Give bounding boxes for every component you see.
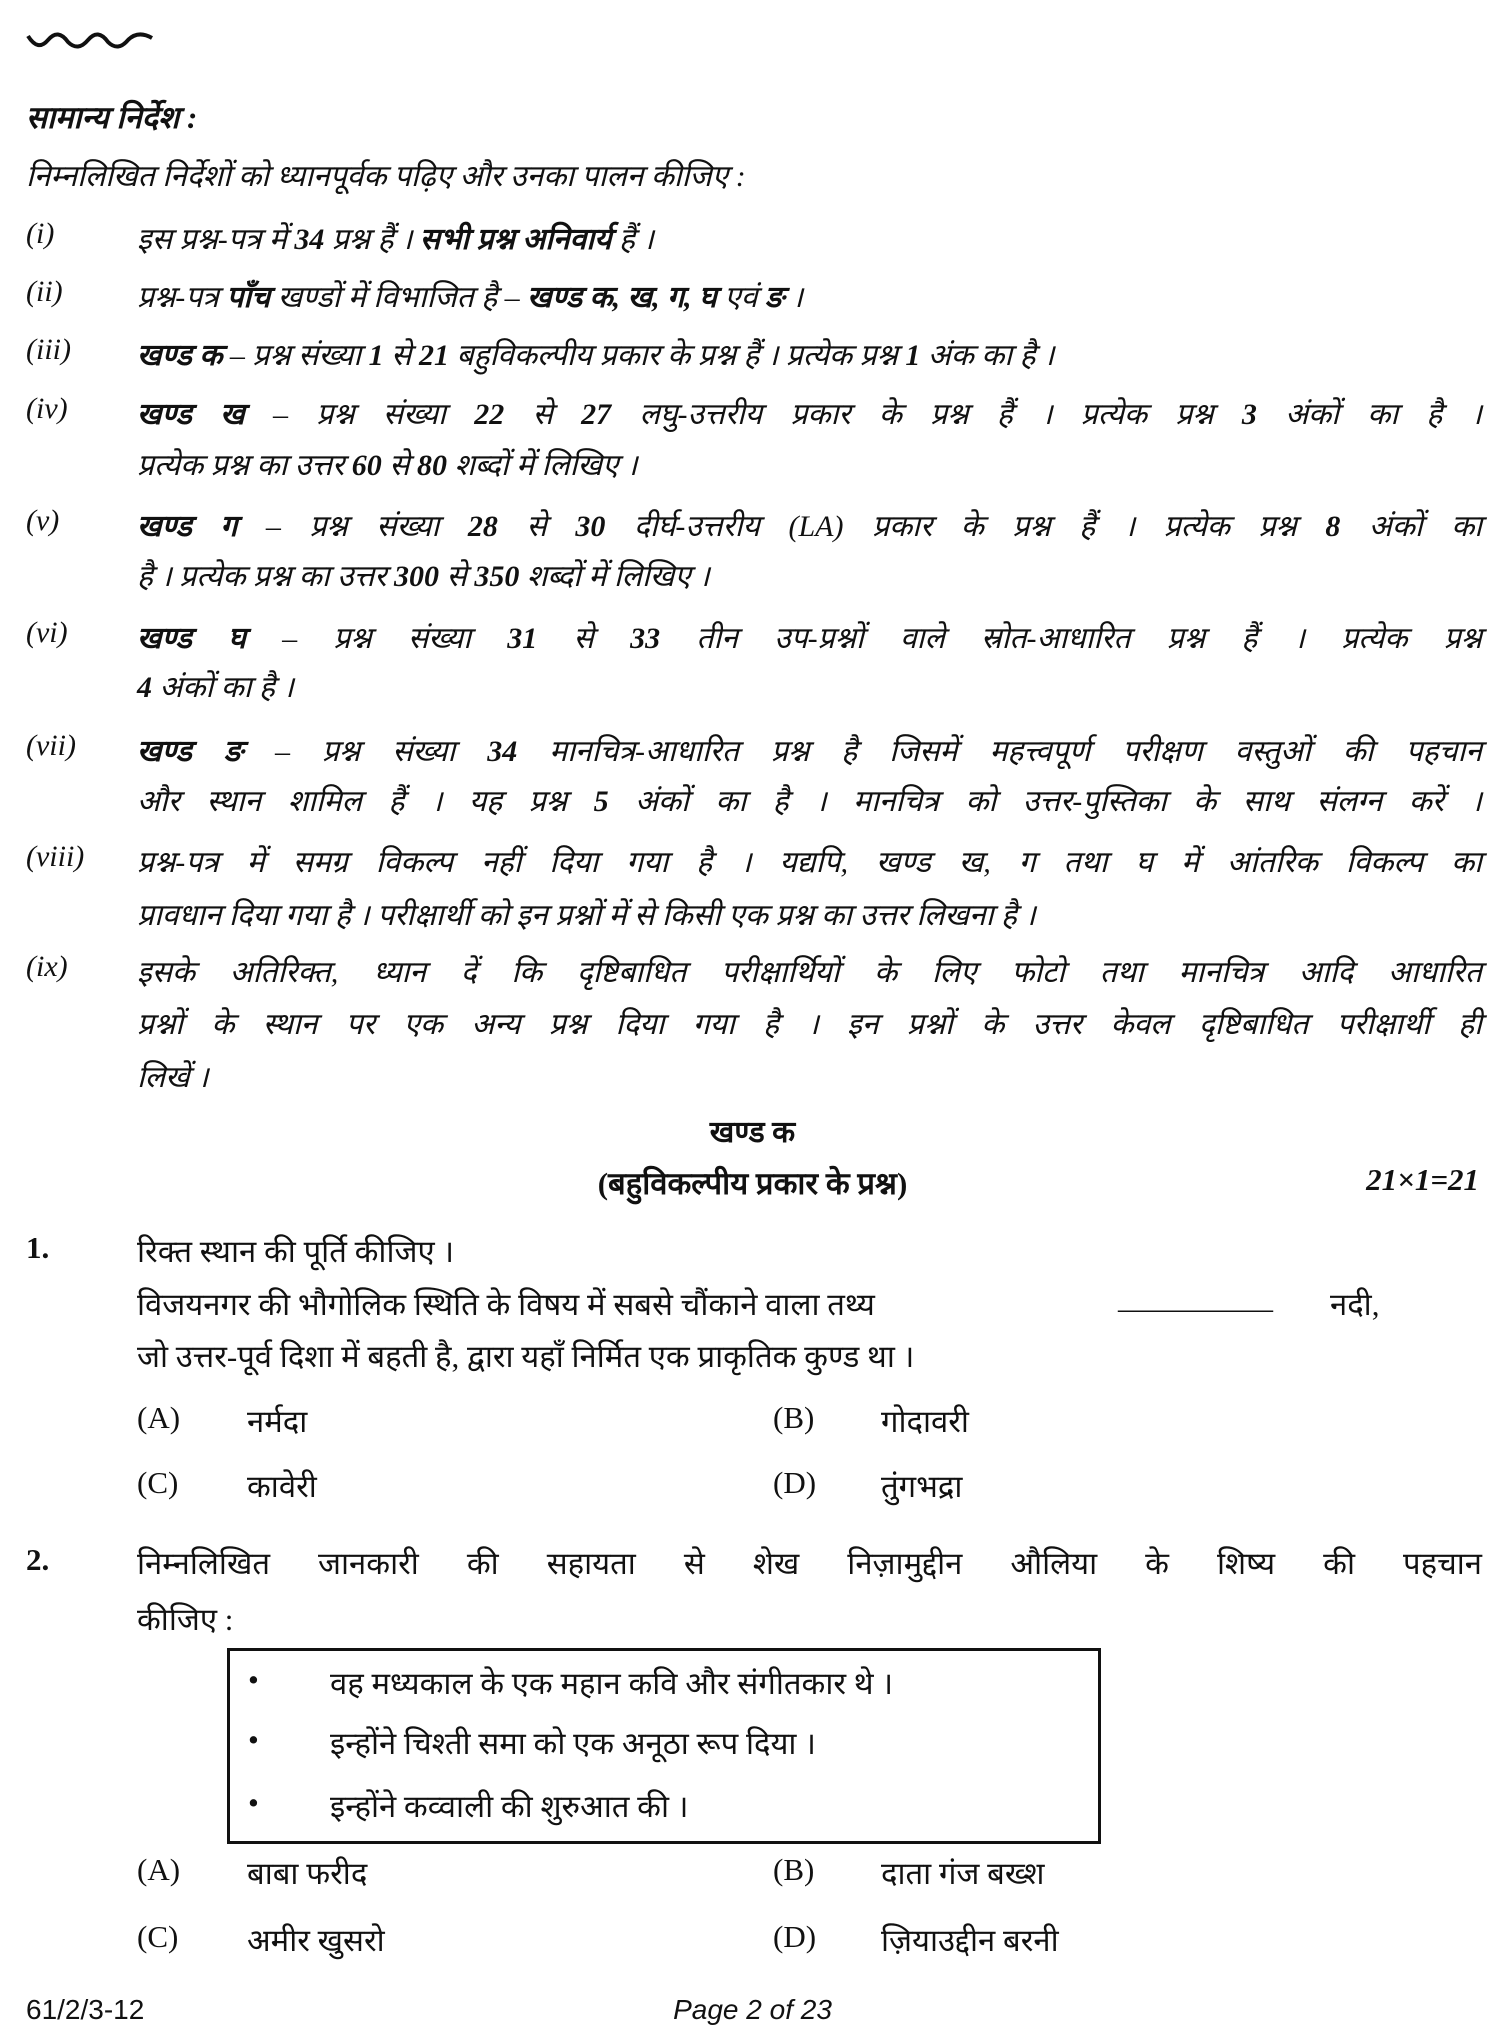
instructions-intro: निम्नलिखित निर्देशों को ध्यानपूर्वक पढ़िए और उनका पालन कीजिए : — [26, 160, 746, 193]
bold-text: सभी प्रश्न अनिवार्य — [419, 223, 612, 256]
question-text: जो उत्तर-पूर्व दिशा में बहती है, द्वारा यहाँ निर्मित एक प्राकृतिक कुण्ड था । — [137, 1339, 915, 1374]
text-segment: इस प्रश्न-पत्र में — [137, 223, 295, 256]
text-segment: शब्दों में लिखिए । — [447, 449, 638, 482]
text-segment: अंकों का — [1340, 510, 1483, 543]
text-segment: प्रश्नों के स्थान पर एक अन्य प्रश्न दिया गया है । इन प्रश्नों के उत्तर केवल दृष्टिबाधित परीक्षार्थी ही — [137, 1008, 1482, 1041]
text-segment: प्रश्न हैं । — [324, 223, 420, 256]
question-text: रिक्त स्थान की पूर्ति कीजिए । — [137, 1234, 455, 1269]
bold-text: 21 — [418, 339, 449, 372]
box-item: इन्होंने कव्वाली की शुरुआत की । — [330, 1789, 689, 1824]
text-segment: दीर्घ-उत्तरीय (LA) प्रकार के प्रश्न हैं । प्रत्येक प्रश्न — [605, 510, 1326, 543]
instruction-number: (v) — [26, 504, 60, 537]
option-text: तुंगभद्रा — [881, 1469, 963, 1504]
text-segment: खण्डों में विभाजित है – — [270, 281, 528, 314]
option-letter: (B) — [773, 1852, 815, 1887]
bold-text: खण्ड क, ख, ग, घ — [527, 281, 717, 314]
text-segment: से — [383, 339, 419, 372]
instruction-line — [137, 616, 1482, 657]
instruction-line — [137, 443, 637, 484]
option-text: नर्मदा — [247, 1404, 308, 1439]
bold-text: 28 — [467, 510, 498, 543]
instruction-line — [137, 893, 1036, 934]
text-segment: से — [497, 510, 576, 543]
bold-text: 1 — [905, 339, 921, 372]
instruction-line — [137, 217, 654, 258]
text-segment: हैं । — [611, 223, 654, 256]
instruction-number: (vii) — [26, 729, 76, 762]
instruction-line — [137, 275, 803, 316]
instruction-line — [137, 840, 1482, 881]
text-segment: और स्थान शामिल हैं । यह प्रश्न — [137, 785, 594, 818]
bold-text: 300 — [394, 560, 440, 593]
box-item: इन्होंने चिश्ती समा को एक अनूठा रूप दिया । — [330, 1726, 816, 1761]
bold-text: 34 — [294, 223, 325, 256]
text-segment: मानचित्र-आधारित प्रश्न है जिसमें महत्त्वपूर्ण परीक्षण वस्तुओं की पहचान — [517, 735, 1483, 768]
instruction-line — [137, 1055, 209, 1096]
bullet-icon: • — [248, 1722, 259, 1757]
bold-text: 60 — [351, 449, 382, 482]
bullet-icon: • — [248, 1785, 259, 1820]
text-segment: – प्रश्न संख्या — [245, 622, 508, 655]
bold-text: 350 — [474, 560, 520, 593]
instruction-number: (viii) — [26, 840, 85, 873]
text-segment: तीन उप-प्रश्नों वाले स्रोत-आधारित प्रश्न हैं । प्रत्येक प्रश्न — [660, 622, 1482, 655]
text-segment: । — [784, 281, 803, 314]
section-marks: 21×1=21 — [1366, 1162, 1479, 1197]
instruction-line — [137, 333, 1054, 374]
text-segment: एवं — [716, 281, 765, 314]
text-segment: अंकों का है । मानचित्र को उत्तर-पुस्तिका के साथ संलग्न करें । — [608, 785, 1482, 818]
text-segment: – प्रश्न संख्या — [242, 735, 488, 768]
instruction-line — [137, 779, 1482, 820]
bold-text: खण्ड क — [137, 339, 223, 372]
instruction-line — [137, 554, 710, 595]
text-segment: – प्रश्न संख्या — [244, 398, 475, 431]
option-letter: (D) — [773, 1919, 817, 1954]
instruction-line — [137, 392, 1482, 433]
option-letter: (A) — [137, 1400, 181, 1435]
option-text: कावेरी — [247, 1469, 317, 1504]
option-letter: (B) — [773, 1400, 815, 1435]
instruction-line — [137, 665, 294, 706]
section-title: खण्ड क — [709, 1116, 796, 1149]
bold-text: 8 — [1325, 510, 1341, 543]
bold-text: 30 — [575, 510, 606, 543]
option-letter: (C) — [137, 1465, 179, 1500]
text-segment: लघु-उत्तरीय प्रकार के प्रश्न हैं । प्रत्येक प्रश्न — [611, 398, 1242, 431]
text-segment: बहुविकल्पीय प्रकार के प्रश्न हैं । प्रत्येक प्रश्न — [448, 339, 906, 372]
bold-text: 34 — [487, 735, 518, 768]
bold-text: 4 — [137, 671, 152, 704]
bold-text: 33 — [630, 622, 661, 655]
text-segment: लिखें । — [137, 1061, 209, 1094]
option-text: दाता गंज बख्श — [881, 1856, 1045, 1891]
instruction-number: (vi) — [26, 616, 68, 649]
text-segment: से — [439, 560, 475, 593]
text-segment: – प्रश्न संख्या — [222, 339, 369, 372]
instruction-line — [137, 504, 1482, 545]
text-segment: अंकों का है । — [152, 671, 294, 704]
box-item: वह मध्यकाल के एक महान कवि और संगीतकार थे । — [330, 1666, 894, 1701]
option-letter: (D) — [773, 1465, 817, 1500]
instruction-line — [137, 1002, 1482, 1043]
instruction-number: (iii) — [26, 333, 71, 366]
instruction-number: (iv) — [26, 392, 68, 425]
question-text: विजयनगर की भौगोलिक स्थिति के विषय में सबसे चौंकाने वाला तथ्य — [137, 1287, 875, 1322]
text-segment: शब्दों में लिखिए । — [519, 560, 710, 593]
text-segment: अंकों का है । — [1256, 398, 1483, 431]
instructions-title: सामान्य निर्देश : — [26, 100, 198, 135]
text-segment: – प्रश्न संख्या — [237, 510, 468, 543]
text-segment: प्रावधान दिया गया है । परीक्षार्थी को इन प्रश्नों में से किसी एक प्रश्न का उत्तर लिखना है । — [137, 899, 1036, 932]
bold-text: ङ — [765, 281, 785, 314]
bold-text: पाँच — [226, 281, 271, 314]
instruction-line — [137, 950, 1482, 991]
instruction-number: (ii) — [26, 275, 63, 308]
text-segment: से — [504, 398, 582, 431]
instruction-line — [137, 729, 1482, 770]
bold-text: 27 — [581, 398, 612, 431]
option-text: गोदावरी — [881, 1404, 969, 1439]
question-number: 1. — [26, 1230, 50, 1265]
text-segment: से — [381, 449, 418, 482]
question-number: 2. — [26, 1542, 50, 1577]
text-segment: प्रश्न-पत्र में समग्र विकल्प नहीं दिया गया है । यद्यपि, खण्ड ख, ग तथा घ में आंतरिक विकल्प का — [137, 846, 1482, 879]
bullet-icon: • — [248, 1662, 259, 1697]
bold-text: खण्ड घ — [137, 622, 246, 655]
text-segment: इसके अतिरिक्त, ध्यान दें कि दृष्टिबाधित परीक्षार्थियों के लिए फोटो तथा मानचित्र आदि आधारित — [137, 956, 1482, 989]
option-letter: (A) — [137, 1852, 181, 1887]
text-segment: से — [537, 622, 631, 655]
question-text: कीजिए : — [137, 1602, 234, 1637]
bold-text: 3 — [1241, 398, 1257, 431]
bold-text: खण्ड ग — [137, 510, 238, 543]
instruction-number: (i) — [26, 217, 55, 250]
bold-text: 1 — [368, 339, 384, 372]
question-text: निम्नलिखित जानकारी की सहायता से शेख निज़ामुद्दीन औलिया के शिष्य की पहचान — [137, 1546, 1482, 1581]
bold-text: खण्ड ङ — [137, 735, 243, 768]
text-segment: प्रत्येक प्रश्न का उत्तर — [137, 449, 352, 482]
page-number: Page 2 of 23 — [673, 1994, 832, 2025]
wave-squiggle-icon — [26, 28, 156, 52]
text-segment: प्रश्न-पत्र — [137, 281, 227, 314]
section-subtitle: (बहुविकल्पीय प्रकार के प्रश्न) — [597, 1166, 908, 1201]
option-text: अमीर खुसरो — [247, 1923, 385, 1958]
bold-text: 31 — [507, 622, 538, 655]
question-text: नदी, — [1330, 1287, 1380, 1322]
instruction-number: (ix) — [26, 950, 68, 983]
fill-blank: __________ — [1118, 1280, 1273, 1315]
bold-text: 22 — [474, 398, 505, 431]
option-text: ज़ियाउद्दीन बरनी — [881, 1923, 1059, 1958]
text-segment: अंक का है । — [920, 339, 1055, 372]
option-letter: (C) — [137, 1919, 179, 1954]
option-text: बाबा फरीद — [247, 1856, 368, 1891]
text-segment: है । प्रत्येक प्रश्न का उत्तर — [137, 560, 395, 593]
bold-text: 80 — [417, 449, 448, 482]
bold-text: 5 — [593, 785, 609, 818]
paper-code: 61/2/3-12 — [26, 1994, 145, 2025]
bold-text: खण्ड ख — [137, 398, 245, 431]
